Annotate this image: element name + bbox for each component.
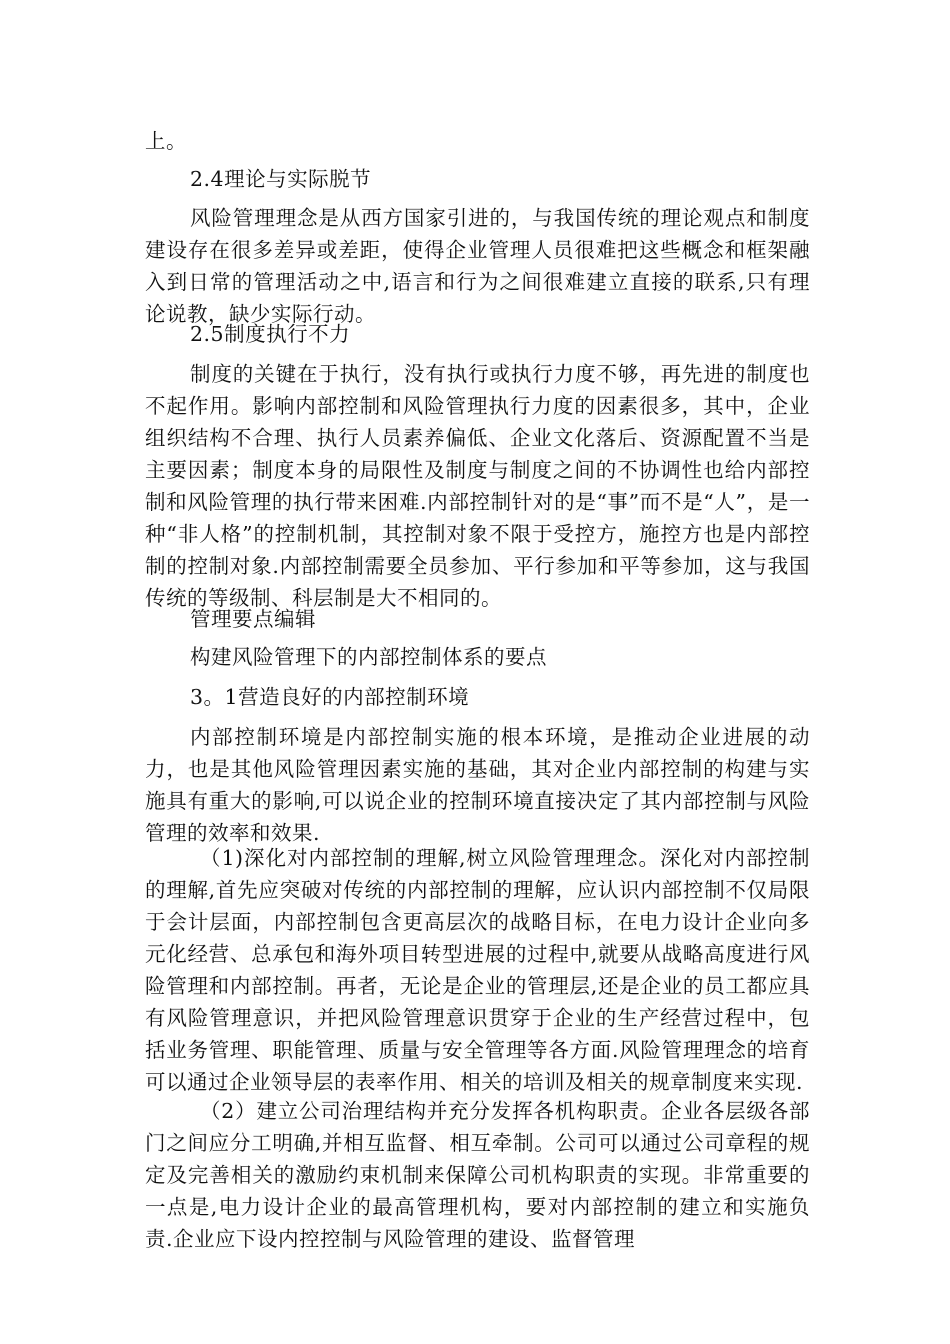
paragraph-continuation: 上。 (145, 129, 187, 153)
paragraph-execution: 制度的关键在于执行，没有执行或执行力度不够，再先进的制度也不起作用。影响内部控制和风险管理执行力度的因素很多，其中，企业组织结构不合理、执行人员素养偏低、企业文化落后、资源配置不当是主要因素；制度本身的局限性及制度与制度之间的不协调性也给内部控制和风险管理的执行带来困难.内部控制针对的是“事”而不是“人”，是一种“非人格”的控制机制，其控制对象不限于受控方，施控方也是内部控制的控制对象.内部控制需要全员参加、平行参加和平等参加，这与我国传统的等级制、科层制是大不相同的。 (145, 362, 810, 610)
paragraph-theory-gap: 风险管理理念是从西方国家引进的，与我国传统的理论观点和制度建设存在很多差异或差距，使得企业管理人员很难把这些概念和框架融入到日常的管理活动之中,语言和行为之间很难建立直接的联系,只有理论说教，缺少实际行动。 (145, 206, 810, 326)
paragraph-control-environment: 内部控制环境是内部控制实施的根本环境，是推动企业进展的动力，也是其他风险管理因素实施的基础，其对企业内部控制的构建与实施具有重大的影响,可以说企业的控制环境直接决定了其内部控制与风险管理的效率和效果. (145, 725, 810, 845)
paragraph-item-1: （1)深化对内部控制的理解,树立风险管理理念。深化对内部控制的理解,首先应突破对传统的内部控制的理解，应认识内部控制不仅局限于会计层面，内部控制包含更高层次的战略目标，在电力设计企业向多元化经营、总承包和海外项目转型进展的过程中,就要从战略高度进行风险管理和内部控制。再者，无论是企业的管理层,还是企业的员工都应具有风险管理意识，并把风险管理意识贯穿于企业的生产经营过程中，包括业务管理、职能管理、质量与安全管理等各方面.风险管理理念的培育可以通过企业领导层的表率作用、相关的培训及相关的规章制度来实现. (145, 846, 810, 1094)
section-heading-2-5: 2.5制度执行不力 (190, 322, 351, 346)
section-heading-2-4: 2.4理论与实际脱节 (190, 167, 372, 191)
heading-build-points: 构建风险管理下的内部控制体系的要点 (190, 645, 547, 669)
paragraph-item-2: （2）建立公司治理结构并充分发挥各机构职责。企业各层级各部门之间应分工明确,并相互监督、相互牵制。公司可以通过公司章程的规定及完善相关的激励约束机制来保障公司机构职责的实现。非常重要的一点是,电力设计企业的最高管理机构，要对内部控制的建立和实施负责.企业应下设内控控制与风险管理的建设、监督管理 (145, 1099, 810, 1251)
heading-management-points: 管理要点编辑 (190, 607, 316, 631)
section-heading-3-1: 3。1营造良好的内部控制环境 (190, 685, 470, 709)
